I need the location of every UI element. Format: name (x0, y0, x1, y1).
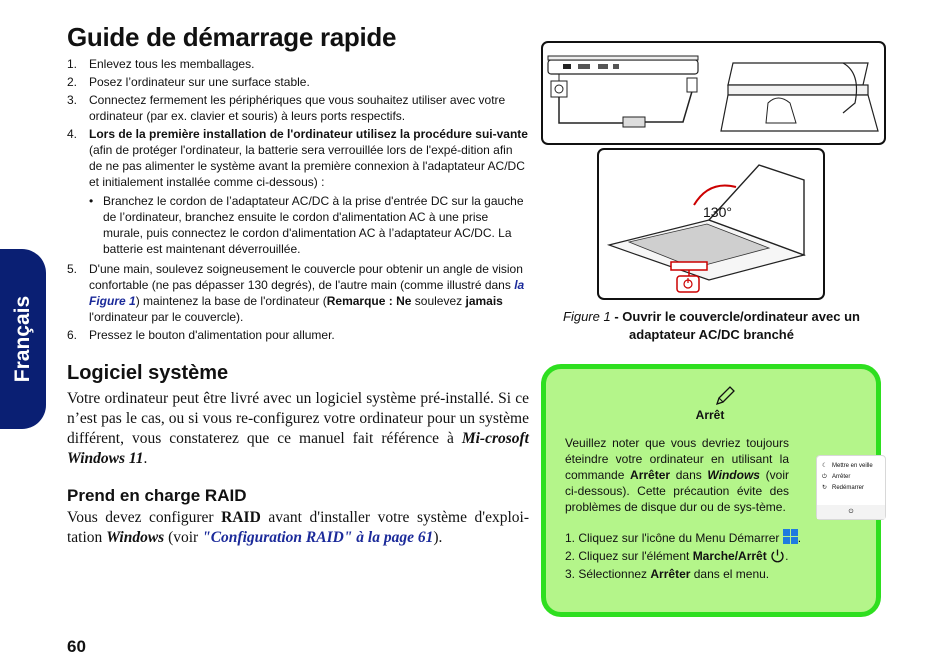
pencil-icon (714, 385, 736, 407)
windows-start-icon (783, 529, 798, 544)
step-5: 5. D'une main, soulevez soigneusement le couvercle pour obtenir un angle de vision confortable (ne pas dépasser 130 degrés), de l'autre main (comme illustré dans la Figure 1) maintenez la base de l'ordinateur (Remarque : Ne soulevez jamais l'ordinateur par le couvercle). (67, 262, 525, 324)
note-steps (565, 529, 855, 582)
power-button-footer (817, 505, 885, 519)
note-step-1: 1. Cliquez sur l'icône du Menu Démarrer . (565, 531, 802, 545)
figure-open-lid-130 (597, 148, 825, 300)
step-4: 4. Lors de la première installation de l'ordinateur utilisez la procédure sui-vante (afin de protéger l'ordinateur, la batterie sera verrouillée lors de l'expé-dition afin de ne pas alimenter le système avant la première connexion à l'adaptateur AC/DC et initialement installée comme ci-dessous) : • Branchez le cordon de l’adaptateur AC/DC à la prise d'entrée DC sur la gauche de l’ordinateur, branchez ensuite le cordon d'alimentation AC à une prise murale, puis connectez le cordon d'alimentation AC à l’adaptateur AC/DC. La batterie est maintenant déverrouillée. (67, 127, 528, 256)
angle-label: 130° (703, 204, 732, 220)
quick-start-steps (67, 56, 529, 345)
power-icon: ⏻ (822, 474, 827, 480)
power-icon: ⏻ (848, 509, 854, 515)
power-menu-screenshot (816, 455, 886, 520)
menu-item-restart: ↻ Redémarrer (817, 483, 885, 494)
figure-1-link[interactable]: la Figure 1 (89, 278, 525, 308)
page-title: Guide de démarrage rapide (67, 22, 397, 52)
page-number: 60 (67, 637, 86, 656)
section-heading-raid: Prend en charge RAID (67, 486, 247, 505)
language-side-tab (0, 249, 46, 429)
laptop-side-illustration (543, 43, 884, 143)
moon-icon: ☾ (822, 463, 828, 469)
menu-item-sleep: ☾ Mettre en veille (817, 461, 885, 472)
menu-item-shutdown: ⏻ Arrêter (817, 472, 885, 483)
language-label: Français (11, 295, 34, 383)
note-text: Veuillez noter que vous devriez toujours éteindre votre ordinateur en utilisant la commande Arrêter dans Windows (voir ci-dessous). Cette précaution évite des problèmes de disque dur ou de sys-tème. (565, 436, 789, 514)
step-4-bold: Lors de la première installation de l'ordinateur utilisez la procédure sui-vante (89, 127, 528, 141)
laptop-open-illustration (599, 150, 823, 298)
shutdown-note-box (541, 364, 881, 617)
figure-caption: Figure 1 - Ouvrir le couvercle/ordinateur avec un adaptateur AC/DC branché (563, 309, 860, 342)
step-4-bullet: • Branchez le cordon de l’adaptateur AC/DC à la prise d'entrée DC sur la gauche de l’ordinateur, branchez ensuite le cordon d'alimentation AC à une prise murale, puis connectez le cordon d'alimentation AC à l’adaptateur AC/DC. La batterie est maintenant déverrouillée. (89, 194, 524, 256)
raid-page-link[interactable]: "Configuration RAID" à la page 61 (202, 529, 434, 546)
step-2: 2. Posez l’ordinateur sur une surface stable. (67, 75, 310, 89)
restart-icon: ↻ (822, 485, 828, 491)
raid-paragraph: Vous devez configurer RAID avant d'installer votre système d'exploi-tation Windows (voir "Configuration RAID" à la page 61). (67, 509, 529, 546)
section-heading-software: Logiciel système (67, 362, 229, 384)
note-step-3: 3. Sélectionnez Arrêter dans el menu. (565, 567, 770, 581)
note-title: Arrêt (695, 408, 725, 422)
power-icon (770, 548, 785, 563)
note-step-2: 2. Cliquez sur l'élément Marche/Arrêt . (565, 549, 789, 563)
step-3: 3. Connectez fermement les périphériques que vous souhaitez utiliser avec votre ordinateur (par ex. clavier et souris) à leurs ports respectifs. (67, 93, 506, 123)
step-6: 6. Pressez le bouton d'alimentation pour allumer. (67, 328, 335, 342)
software-paragraph: Votre ordinateur peut être livré avec un logiciel système pré-installé. Si ce n’est pas le cas, ou si vous re-configurez votre ordinateur pour un système différent, vous constaterez que ce manuel fait référence à Mi-crosoft Windows 11. (67, 390, 529, 467)
step-1: 1. Enlevez tous les memballages. (67, 57, 255, 71)
figure-ports-and-opening (541, 41, 886, 145)
